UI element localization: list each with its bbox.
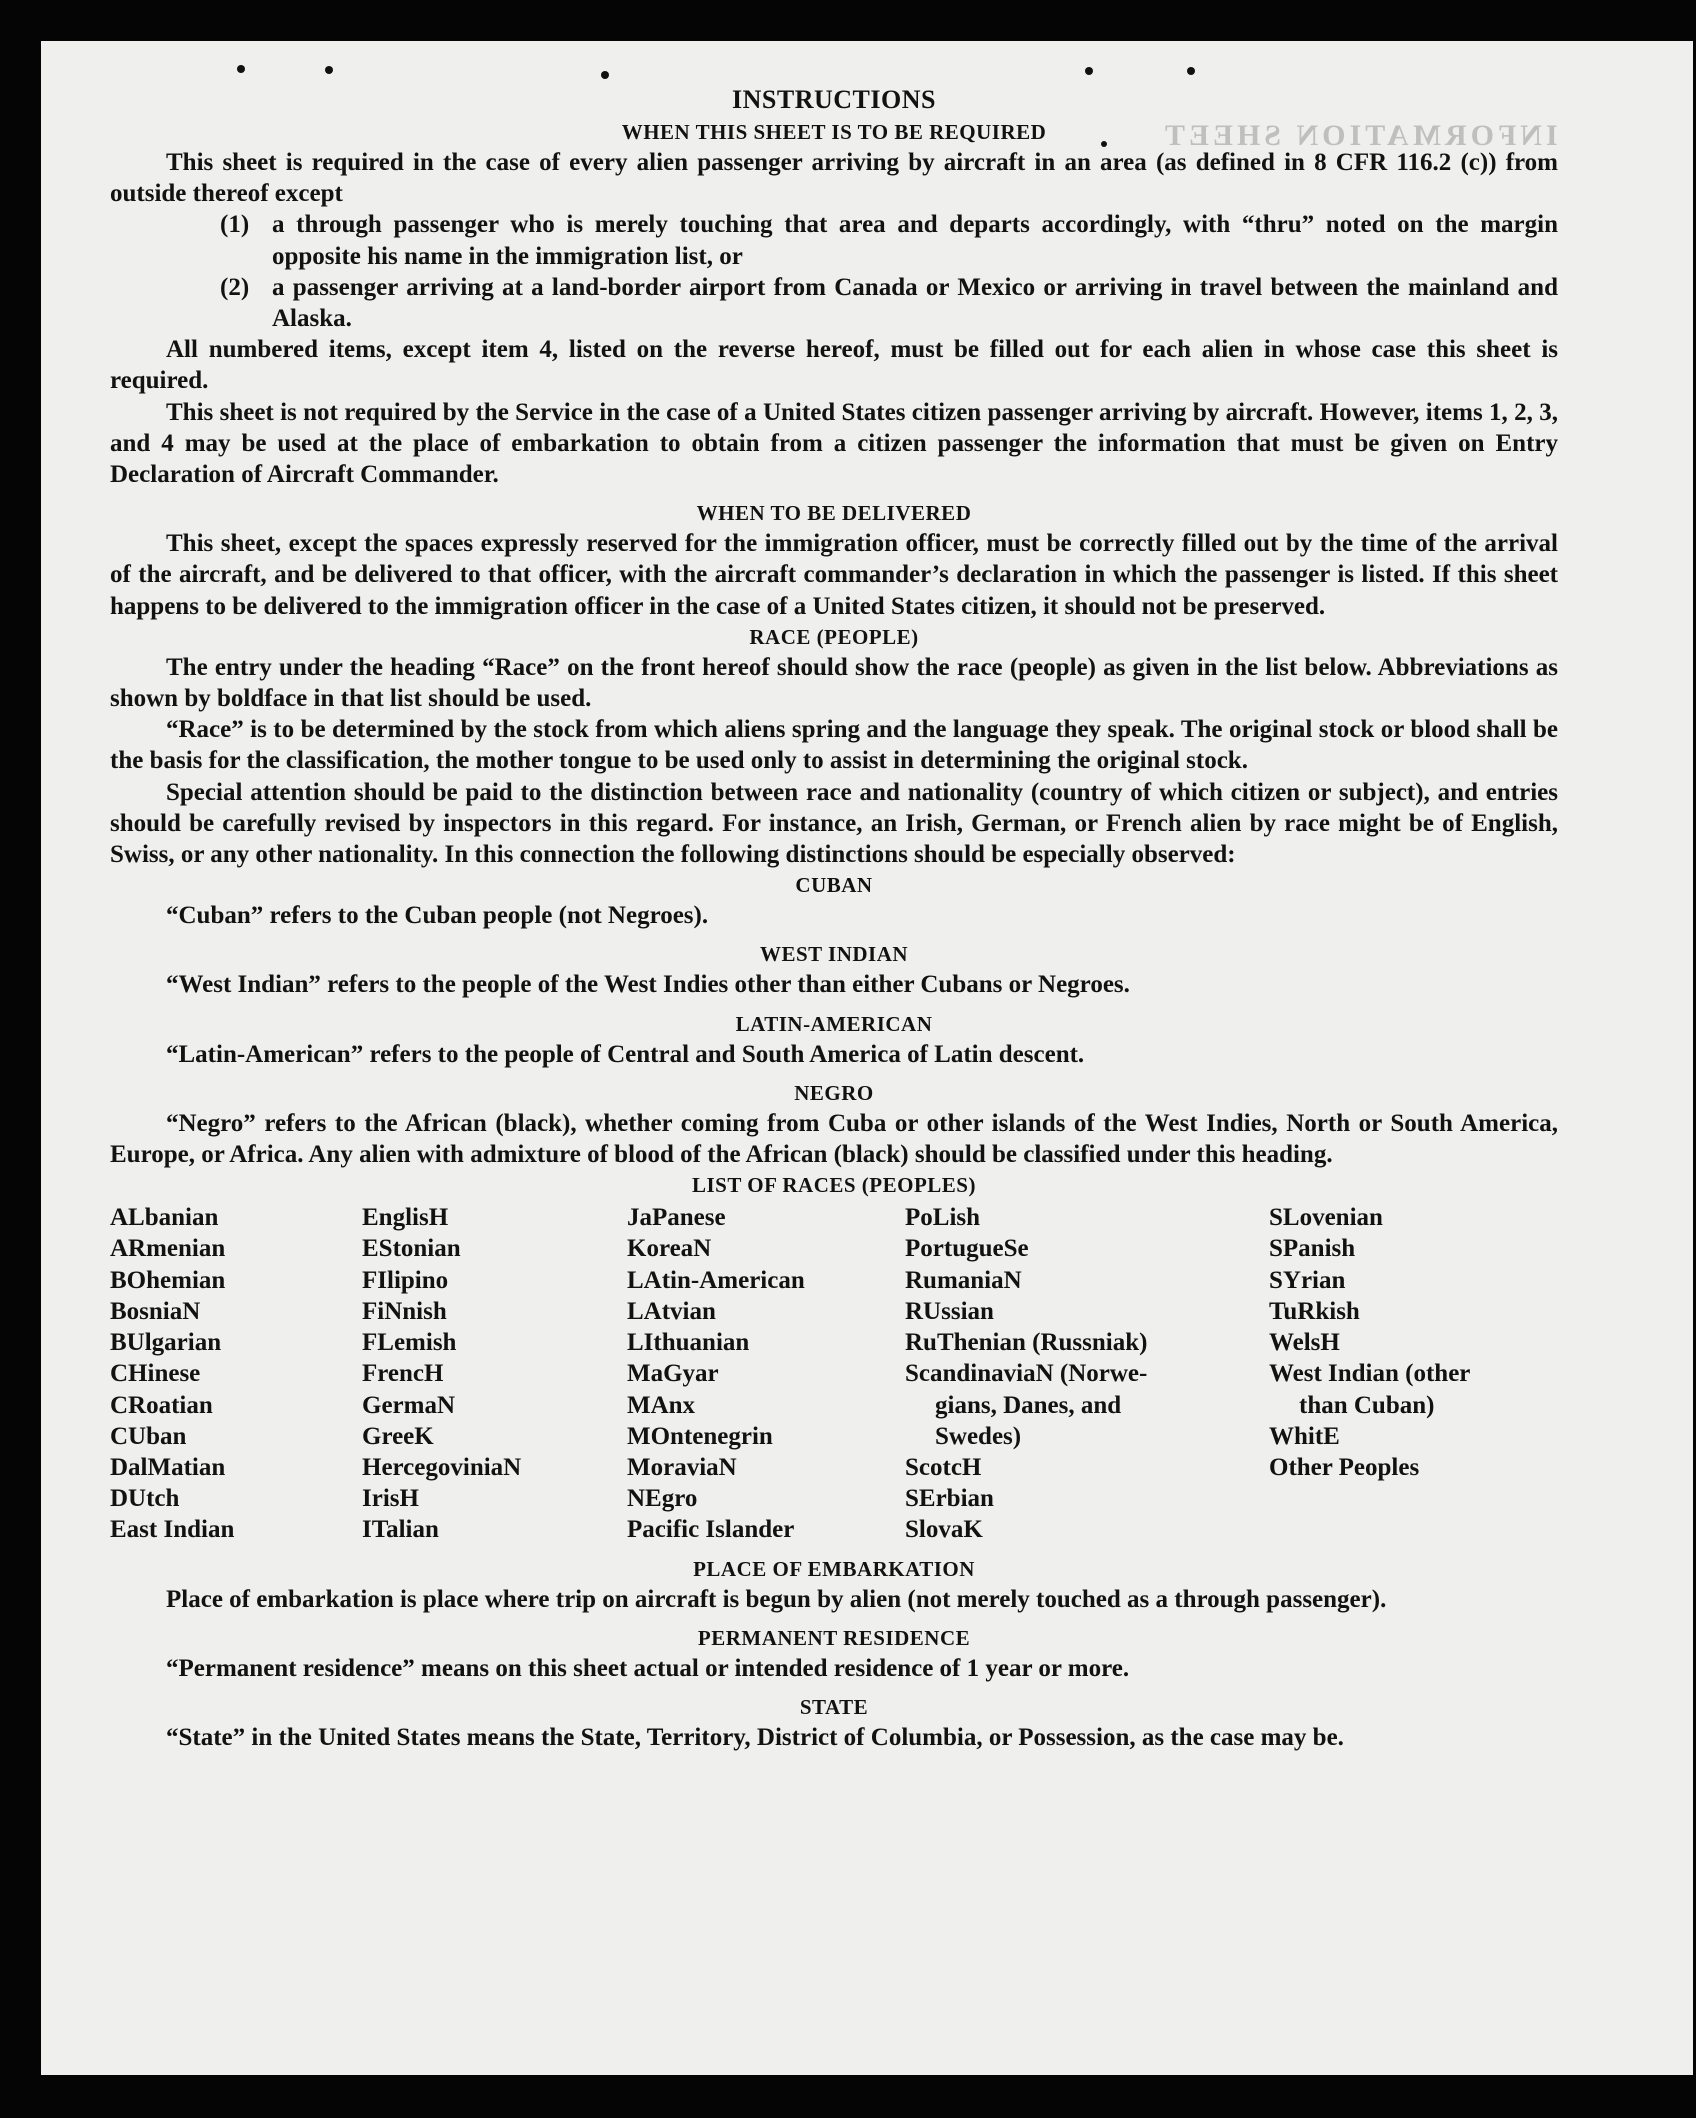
race-entry: RuThenian (Russniak) — [905, 1329, 1148, 1357]
paragraph: “State” in the United States means the State, Territory, District of Columbia, or Possession, as the case may be. — [166, 1723, 1344, 1751]
race-entry: FrencH — [362, 1360, 444, 1388]
paragraph: “Permanent residence” means on this sheet actual or intended residence of 1 year or more. — [166, 1654, 1130, 1682]
race-entry: EStonian — [362, 1235, 461, 1263]
speck — [325, 66, 333, 74]
section-heading-west-indian: WEST INDIAN — [759, 942, 909, 967]
race-entry-continued: gians, Danes, and — [935, 1391, 1122, 1419]
section-heading-list-of-races: LIST OF RACES (PEOPLES) — [692, 1173, 976, 1198]
race-entry: SPanish — [1269, 1235, 1356, 1263]
race-entry: GreeK — [362, 1422, 434, 1450]
instructions-body — [110, 83, 1558, 1753]
section-heading-when-required: WHEN THIS SHEET IS TO BE REQUIRED — [621, 120, 1047, 144]
race-entry: LAtvian — [627, 1297, 716, 1325]
race-entry: RumaniaN — [905, 1266, 1022, 1294]
paragraph: The entry under the heading “Race” on the front hereof should show the race (people) as given in the list below. Abbreviations as shown by boldface in that list should be used. — [110, 653, 1558, 713]
race-entry: ARmenian — [110, 1235, 226, 1263]
paragraph: Special attention should be paid to the distinction between race and nationality (country of which citizen or subject), and entries should be carefully revised by inspectors in this regard. For instance, an Irish, German, or French alien by race might be of English, Swiss, or any other nationality. In this connection the following distinctions should be especially observed: — [110, 778, 1558, 869]
race-column — [905, 1202, 1269, 1545]
item-number: (1) — [220, 211, 250, 239]
race-entry: LIthuanian — [627, 1329, 750, 1357]
race-entry: DalMatian — [110, 1453, 226, 1481]
race-entry: CRoatian — [110, 1391, 213, 1419]
race-entry: West Indian (other — [1269, 1360, 1471, 1388]
race-entry: CHinese — [110, 1360, 201, 1388]
race-entry: LAtin-American — [627, 1266, 805, 1294]
race-entry: BOhemian — [110, 1266, 226, 1294]
race-entry: East Indian — [110, 1516, 235, 1544]
section-heading-latin-american: LATIN-AMERICAN — [735, 1011, 933, 1036]
paragraph: This sheet is not required by the Service in the case of a United States citizen passenger arriving by aircraft. However, items 1, 2, 3, and 4 may be used at the place of embarkation to obtain from a citizen passenger the information that must be given on Entry Declaration of Aircraft Commander. — [110, 398, 1558, 489]
race-entry: ScotcH — [905, 1453, 982, 1481]
race-entry: NEgro — [627, 1485, 698, 1513]
race-entry: RUssian — [905, 1297, 994, 1325]
race-entry: DUtch — [110, 1485, 180, 1513]
bleed-through-text: INFORMATION SHEET — [1161, 119, 1558, 152]
race-entry: GermaN — [362, 1391, 456, 1419]
paragraph: This sheet, except the spaces expressly reserved for the immigration officer, must be correctly filled out by the time of the arrival of the aircraft, and be delivered to that officer, with the aircraft commander’s declaration in which the passenger is listed. If this sheet happens to be delivered to the immigration officer in the case of a United States citizen, it should not be preserved. — [110, 530, 1558, 620]
race-entry: SlovaK — [905, 1516, 983, 1544]
race-entry: PortugueSe — [905, 1235, 1029, 1263]
race-entry: MOntenegrin — [627, 1422, 773, 1450]
section-heading-race: RACE (PEOPLE) — [749, 624, 919, 649]
page-title: INSTRUCTIONS — [732, 85, 936, 114]
item-text: a through passenger who is merely touching that area and departs accordingly, with “thru” noted on the margin opposite his name in the immigration list, or — [272, 211, 1558, 270]
race-entry: ScandinaviaN (Norwe- — [905, 1360, 1148, 1388]
race-entry: BUlgarian — [110, 1329, 222, 1357]
race-entry: PoLish — [905, 1204, 981, 1232]
exception-item — [220, 209, 1558, 271]
paragraph: “West Indian” refers to the people of the West Indies other than either Cubans or Negroes. — [166, 971, 1130, 999]
paragraph: “Cuban” refers to the Cuban people (not Negroes). — [166, 902, 709, 930]
race-column — [110, 1202, 362, 1545]
speck — [237, 65, 245, 73]
race-entry: SLovenian — [1269, 1204, 1383, 1232]
section-heading-cuban: CUBAN — [795, 873, 873, 898]
race-column — [627, 1202, 905, 1545]
paragraph: “Race” is to be determined by the stock from which aliens spring and the language they speak. The original stock or blood shall be the basis for the classification, the mother tongue to be used only to assist in determining the original stock. — [110, 716, 1558, 775]
section-heading-permanent-residence: PERMANENT RESIDENCE — [697, 1625, 971, 1650]
section-heading-state: STATE — [799, 1694, 869, 1719]
race-column — [362, 1202, 627, 1545]
speck — [601, 71, 609, 79]
race-entry: FiNnish — [362, 1297, 447, 1325]
paragraph: All numbered items, except item 4, listed on the reverse hereof, must be filled out for each alien in whose case this sheet is required. — [110, 336, 1558, 395]
item-text: a passenger arriving at a land-border airport from Canada or Mexico or arriving in travel between the mainland and Alaska. — [272, 273, 1558, 333]
race-entry: IrisH — [362, 1485, 419, 1513]
race-entry: ITalian — [362, 1516, 439, 1544]
paragraph: This sheet is required in the case of every alien passenger arriving by aircraft in an area (as defined in 8 CFR 116.2 (c)) from outside thereof except — [110, 149, 1558, 208]
race-entry: CUban — [110, 1422, 187, 1450]
paragraph: “Latin-American” refers to the people of Central and South America of Latin descent. — [166, 1040, 1085, 1068]
speck — [1085, 67, 1093, 75]
race-entry: TuRkish — [1269, 1297, 1360, 1325]
item-number: (2) — [220, 273, 250, 301]
race-entry: MoraviaN — [627, 1453, 737, 1481]
race-entry: BosniaN — [110, 1297, 201, 1325]
paragraph: Place of embarkation is place where trip on aircraft is begun by alien (not merely touched as a through passenger). — [166, 1585, 1387, 1613]
race-entry: JaPanese — [627, 1204, 726, 1232]
exception-item — [220, 272, 1558, 334]
race-entry: MAnx — [627, 1391, 696, 1419]
section-heading-embarkation: PLACE OF EMBARKATION — [693, 1556, 975, 1581]
race-entry: MaGyar — [627, 1360, 719, 1388]
race-list — [110, 1202, 1558, 1545]
speck — [1187, 67, 1195, 75]
race-entry: WhitE — [1269, 1422, 1340, 1450]
race-entry: Other Peoples — [1269, 1453, 1420, 1481]
race-entry: HercegoviniaN — [362, 1453, 522, 1481]
race-entry: FIlipino — [362, 1266, 449, 1294]
paragraph: “Negro” refers to the African (black), whether coming from Cuba or other islands of the West Indies, North or South America, Europe, or Africa. Any alien with admixture of blood of the African (black) should be classified under this heading. — [110, 1109, 1558, 1169]
race-column — [1269, 1202, 1558, 1545]
race-entry: SErbian — [905, 1485, 994, 1513]
race-entry: ALbanian — [110, 1204, 219, 1232]
race-entry: Pacific Islander — [627, 1516, 795, 1544]
section-heading-when-delivered: WHEN TO BE DELIVERED — [696, 501, 972, 526]
race-entry: KoreaN — [627, 1235, 712, 1263]
race-entry: WelsH — [1269, 1329, 1340, 1357]
race-entry: FLemish — [362, 1329, 457, 1357]
race-entry-continued: Swedes) — [935, 1422, 1022, 1450]
section-heading-negro: NEGRO — [794, 1080, 874, 1105]
race-entry: EnglisH — [362, 1204, 449, 1232]
race-entry: SYrian — [1269, 1266, 1346, 1294]
race-entry-continued: than Cuban) — [1299, 1391, 1435, 1419]
